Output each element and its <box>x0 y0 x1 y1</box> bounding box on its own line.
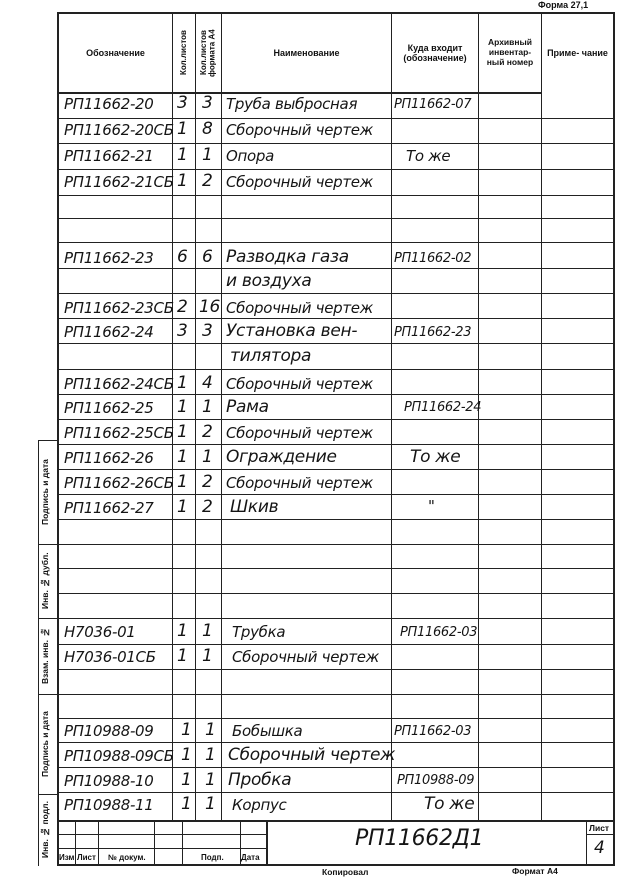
row-separator <box>59 242 613 243</box>
cell-designation: РП11662-27 <box>64 499 154 517</box>
cell-name: Пробка <box>228 770 292 790</box>
row-separator <box>59 343 613 344</box>
title-block-row1 <box>57 834 267 835</box>
tb-sheet-sep <box>586 820 587 866</box>
cell-name: тилятора <box>230 346 312 366</box>
side-strip-sep3 <box>38 694 58 695</box>
cell-name: Бобышка <box>232 722 303 740</box>
col-line-5 <box>478 12 479 820</box>
tb-col-data: Дата <box>241 853 260 862</box>
cell-name: Сборочный чертеж <box>226 299 373 317</box>
cell-where: РП10988-09 <box>397 773 475 788</box>
cell-sheets: 1 <box>177 621 188 641</box>
col-line-2 <box>195 12 196 820</box>
cell-where: То же <box>410 447 461 467</box>
cell-where: То же <box>406 147 451 165</box>
row-separator <box>59 195 613 196</box>
cell-designation: РП11662-23 <box>64 249 154 267</box>
side-strip-sep1 <box>38 544 58 545</box>
cell-a4: 1 <box>205 745 216 765</box>
row-separator <box>59 143 613 144</box>
row-separator <box>59 742 613 743</box>
cell-designation: РП10988-09 <box>64 722 154 740</box>
cell-a4: 2 <box>202 171 213 191</box>
cell-designation: Н7036-01СБ <box>64 648 156 666</box>
row-separator <box>59 268 613 269</box>
cell-designation: РП10988-09СБ <box>64 747 174 765</box>
cell-sheets: 1 <box>181 770 192 790</box>
tb-col-podp: Подп. <box>201 853 224 862</box>
row-separator <box>59 767 613 768</box>
cell-where: РП11662-03 <box>394 724 472 739</box>
cell-name: Сборочный чертеж <box>232 648 379 666</box>
row-separator <box>59 469 613 470</box>
cell-a4: 3 <box>202 93 213 113</box>
cell-a4: 1 <box>202 145 213 165</box>
footer-format: Формат А4 <box>512 866 558 876</box>
doc-number: РП11662Д1 <box>355 826 484 851</box>
cell-designation: РП11662-24СБ <box>64 375 174 393</box>
row-separator <box>59 318 613 319</box>
tb-col-2 <box>98 820 99 866</box>
cell-a4: 1 <box>205 770 216 790</box>
side-label-podpis-data-2: Подпись и дата <box>40 711 50 777</box>
tb-col-list: Лист <box>77 853 96 862</box>
row-separator <box>59 369 613 370</box>
cell-name: Сборочный чертеж <box>226 474 373 492</box>
cell-sheets: 1 <box>177 119 188 139</box>
cell-a4: 8 <box>202 119 213 139</box>
title-block-top <box>57 820 615 822</box>
form-label: Форма 27,1 <box>538 0 589 10</box>
header-name: Наименование <box>273 47 340 58</box>
cell-designation: РП10988-10 <box>64 772 154 790</box>
cell-name: Опора <box>226 147 275 165</box>
cell-sheets: 1 <box>181 720 192 740</box>
cell-name: Ограждение <box>226 447 337 467</box>
side-strip-outer <box>38 440 39 866</box>
cell-name: Труба выбросная <box>226 95 358 113</box>
cell-name: Сборочный чертеж <box>228 745 396 765</box>
cell-name: Сборочный чертеж <box>226 121 373 139</box>
cell-designation: Н7036-01 <box>64 623 136 641</box>
row-separator <box>59 544 613 545</box>
row-separator <box>59 568 613 569</box>
sheet-label: Лист <box>589 823 610 833</box>
cell-a4: 6 <box>202 247 213 267</box>
cell-sheets: 1 <box>177 422 188 442</box>
row-separator <box>59 519 613 520</box>
row-separator <box>59 618 613 619</box>
cell-a4: 2 <box>202 497 213 517</box>
cell-name: Сборочный чертеж <box>226 424 373 442</box>
sheet-number: 4 <box>594 838 605 858</box>
cell-sheets: 1 <box>177 145 188 165</box>
cell-where: РП11662-03 <box>400 625 478 640</box>
cell-sheets: 3 <box>177 93 188 113</box>
cell-designation: РП11662-26СБ <box>64 474 174 492</box>
cell-sheets: 1 <box>177 171 188 191</box>
tb-col-3 <box>154 820 155 866</box>
tb-col-1 <box>75 820 76 866</box>
cell-a4: 1 <box>202 621 213 641</box>
tb-col-doc: № докум. <box>108 853 146 862</box>
header-sheets-count: Кол.листов <box>178 30 188 76</box>
col-line-4 <box>391 12 392 820</box>
side-label-vzam-inv: Взам. инв. № <box>40 627 50 685</box>
header-where-used: Куда входит (обозначение) <box>403 42 467 63</box>
cell-designation: РП11662-23СБ <box>64 299 174 317</box>
side-label-podpis-data-1: Подпись и дата <box>40 459 50 525</box>
header-archive: Архивный инвентар- ный номер <box>486 37 534 67</box>
tb-col-4 <box>182 820 183 866</box>
cell-a4: 1 <box>202 646 213 666</box>
cell-designation: РП11662-25 <box>64 399 154 417</box>
row-separator <box>59 792 613 793</box>
cell-name: Шкив <box>230 497 279 517</box>
header-note: Приме- чание <box>547 47 608 58</box>
side-strip-top <box>38 440 58 441</box>
cell-sheets: 1 <box>181 794 192 814</box>
cell-designation: РП11662-21СБ <box>64 173 174 191</box>
cell-a4: 16 <box>199 297 221 317</box>
cell-designation: РП11662-20 <box>64 95 154 113</box>
cell-a4: 3 <box>202 321 213 341</box>
cell-a4: 2 <box>202 472 213 492</box>
cell-a4: 1 <box>202 447 213 467</box>
cell-sheets: 1 <box>177 472 188 492</box>
cell-name: Корпус <box>232 796 287 814</box>
cell-designation: РП11662-24 <box>64 323 154 341</box>
row-separator <box>59 394 613 395</box>
cell-name: Рама <box>226 397 269 417</box>
tb-col-6 <box>266 820 268 866</box>
header-a4-count: Кол.листов формата А4 <box>199 29 217 77</box>
row-separator <box>59 669 613 670</box>
cell-a4: 1 <box>202 397 213 417</box>
row-separator <box>59 169 613 170</box>
cell-sheets: 1 <box>177 447 188 467</box>
cell-name: Сборочный чертеж <box>226 173 373 191</box>
row-separator <box>59 593 613 594</box>
row-separator <box>59 644 613 645</box>
cell-where: " <box>428 497 435 515</box>
cell-sheets: 1 <box>177 373 188 393</box>
side-label-inv-podl: Инв. № подл. <box>40 801 50 859</box>
cell-sheets: 6 <box>177 247 188 267</box>
cell-a4: 1 <box>205 794 216 814</box>
cell-designation: РП11662-21 <box>64 147 154 165</box>
row-separator <box>59 293 613 294</box>
cell-designation: РП11662-20СБ <box>64 121 174 139</box>
row-separator <box>59 419 613 420</box>
cell-sheets: 1 <box>177 397 188 417</box>
cell-designation: РП11662-25СБ <box>64 424 174 442</box>
side-strip-sep2 <box>38 618 58 619</box>
tb-sheet-row <box>586 834 614 835</box>
row-separator <box>59 118 613 119</box>
row-separator <box>59 494 613 495</box>
row-separator <box>59 694 613 695</box>
cell-where: РП11662-23 <box>394 325 472 340</box>
col-line-3 <box>221 12 222 820</box>
cell-designation: РП11662-26 <box>64 449 154 467</box>
cell-name: и воздуха <box>226 271 312 291</box>
frame-left <box>57 12 59 866</box>
cell-name: Разводка газа <box>226 247 349 267</box>
cell-name: Установка вен- <box>226 321 358 341</box>
frame-right <box>613 12 615 866</box>
cell-sheets: 1 <box>177 646 188 666</box>
cell-where: РП11662-07 <box>394 97 472 112</box>
tb-col-izm: Изм <box>59 853 75 862</box>
row-separator <box>59 218 613 219</box>
footer-copied: Копировал <box>322 867 369 877</box>
cell-sheets: 1 <box>177 497 188 517</box>
cell-a4: 4 <box>202 373 213 393</box>
cell-sheets: 2 <box>177 297 188 317</box>
cell-a4: 1 <box>205 720 216 740</box>
side-strip-sep4 <box>38 794 58 795</box>
header-bottom-line <box>57 92 541 94</box>
cell-where: То же <box>424 794 475 814</box>
side-label-inv-dubl: Инв. № дубл. <box>40 552 50 610</box>
title-block-row2 <box>57 848 267 849</box>
row-separator <box>59 444 613 445</box>
cell-designation: РП10988-11 <box>64 796 154 814</box>
cell-name: Трубка <box>232 623 286 641</box>
cell-sheets: 3 <box>177 321 188 341</box>
cell-a4: 2 <box>202 422 213 442</box>
row-separator <box>59 718 613 719</box>
cell-where: РП11662-24 <box>404 400 482 415</box>
col-line-6 <box>541 12 542 820</box>
cell-name: Сборочный чертеж <box>226 375 373 393</box>
header-designation: Обозначение <box>86 47 145 58</box>
cell-where: РП11662-02 <box>394 251 472 266</box>
cell-sheets: 1 <box>181 745 192 765</box>
